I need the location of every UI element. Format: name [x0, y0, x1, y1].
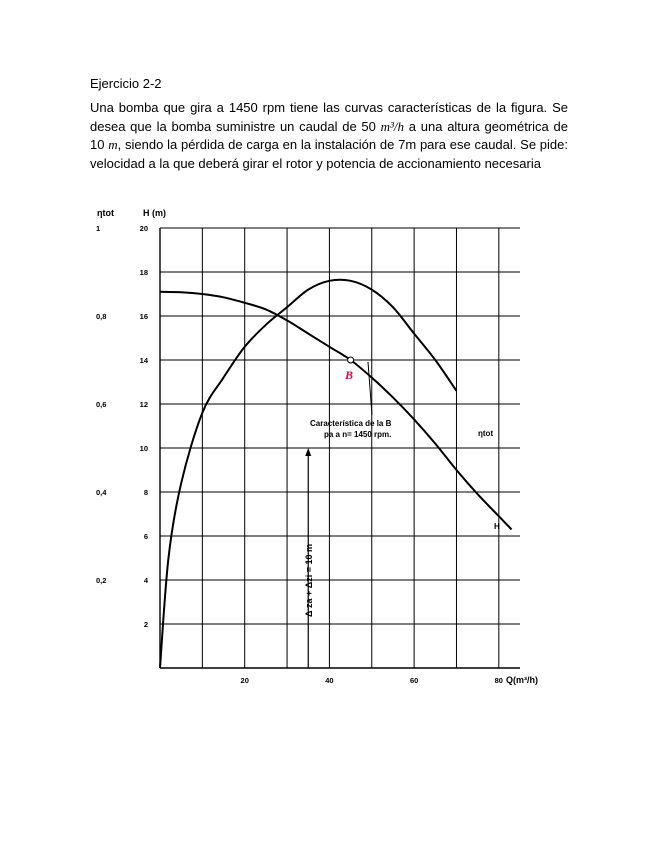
exercise-title: Ejercicio 2-2: [90, 76, 162, 91]
y-tick-label: 14: [139, 356, 148, 365]
y-tick-label: 10: [139, 444, 148, 453]
y-tick-label: 16: [139, 312, 148, 321]
curve-b-label-line2: pa a n= 1450 rpm.: [324, 430, 392, 439]
eta-tick-label: 1: [96, 224, 101, 233]
eta-tick-label: 0,2: [96, 576, 107, 585]
eta-tick-label: 0,8: [96, 312, 107, 321]
static-head-arrowhead: [305, 448, 311, 456]
curve-b-label-line1: Característica de la B: [310, 419, 392, 428]
eta-tick-label: 0,4: [96, 488, 107, 497]
y-tick-label: 8: [143, 488, 148, 497]
flow-unit: m³/h: [380, 118, 405, 134]
chart-curves: [160, 280, 512, 668]
x-tick-label: 20: [240, 676, 249, 685]
statement-part1: Una bomba que gira a 1450 rpm tiene las curvas características de la figura. Se desea que la bomba suministre un caudal de 50: [90, 100, 568, 134]
y-tick-label: 18: [139, 268, 148, 277]
statement-part2: a una altura geométrica de 10: [90, 118, 568, 152]
y-tick-label: 12: [139, 400, 148, 409]
x-tick-label: 40: [325, 676, 334, 685]
y-tick-label: 6: [143, 532, 148, 541]
eta-curve-label: ηtot: [478, 429, 494, 438]
y-tick-label: 20: [139, 224, 148, 233]
x-tick-label: 60: [409, 676, 419, 685]
eta-tick-label: 0,6: [96, 400, 107, 409]
h-curve: [160, 292, 512, 530]
meter-unit: m: [108, 137, 118, 152]
operating-point-marker: [348, 357, 354, 363]
statement-part3: , siendo la pérdida de carga en la instalación de 7m para ese caudal. Se pide: velocidad a la que deberá girar el rotor y potencia de accionamiento necesaria: [90, 137, 568, 171]
q-axis-title: Q(m³/h): [506, 675, 538, 685]
x-tick-label: 80: [494, 676, 503, 685]
operating-point-label: B: [345, 368, 354, 382]
eta-axis-title: ηtot: [97, 208, 114, 218]
y-tick-label: 4: [143, 576, 148, 585]
y-tick-label: 2: [143, 620, 148, 629]
h-curve-label: H: [494, 522, 500, 531]
static-head-label: Δ za + Δzi = 10 m: [304, 544, 314, 617]
h-axis-title: H (m): [143, 208, 166, 218]
